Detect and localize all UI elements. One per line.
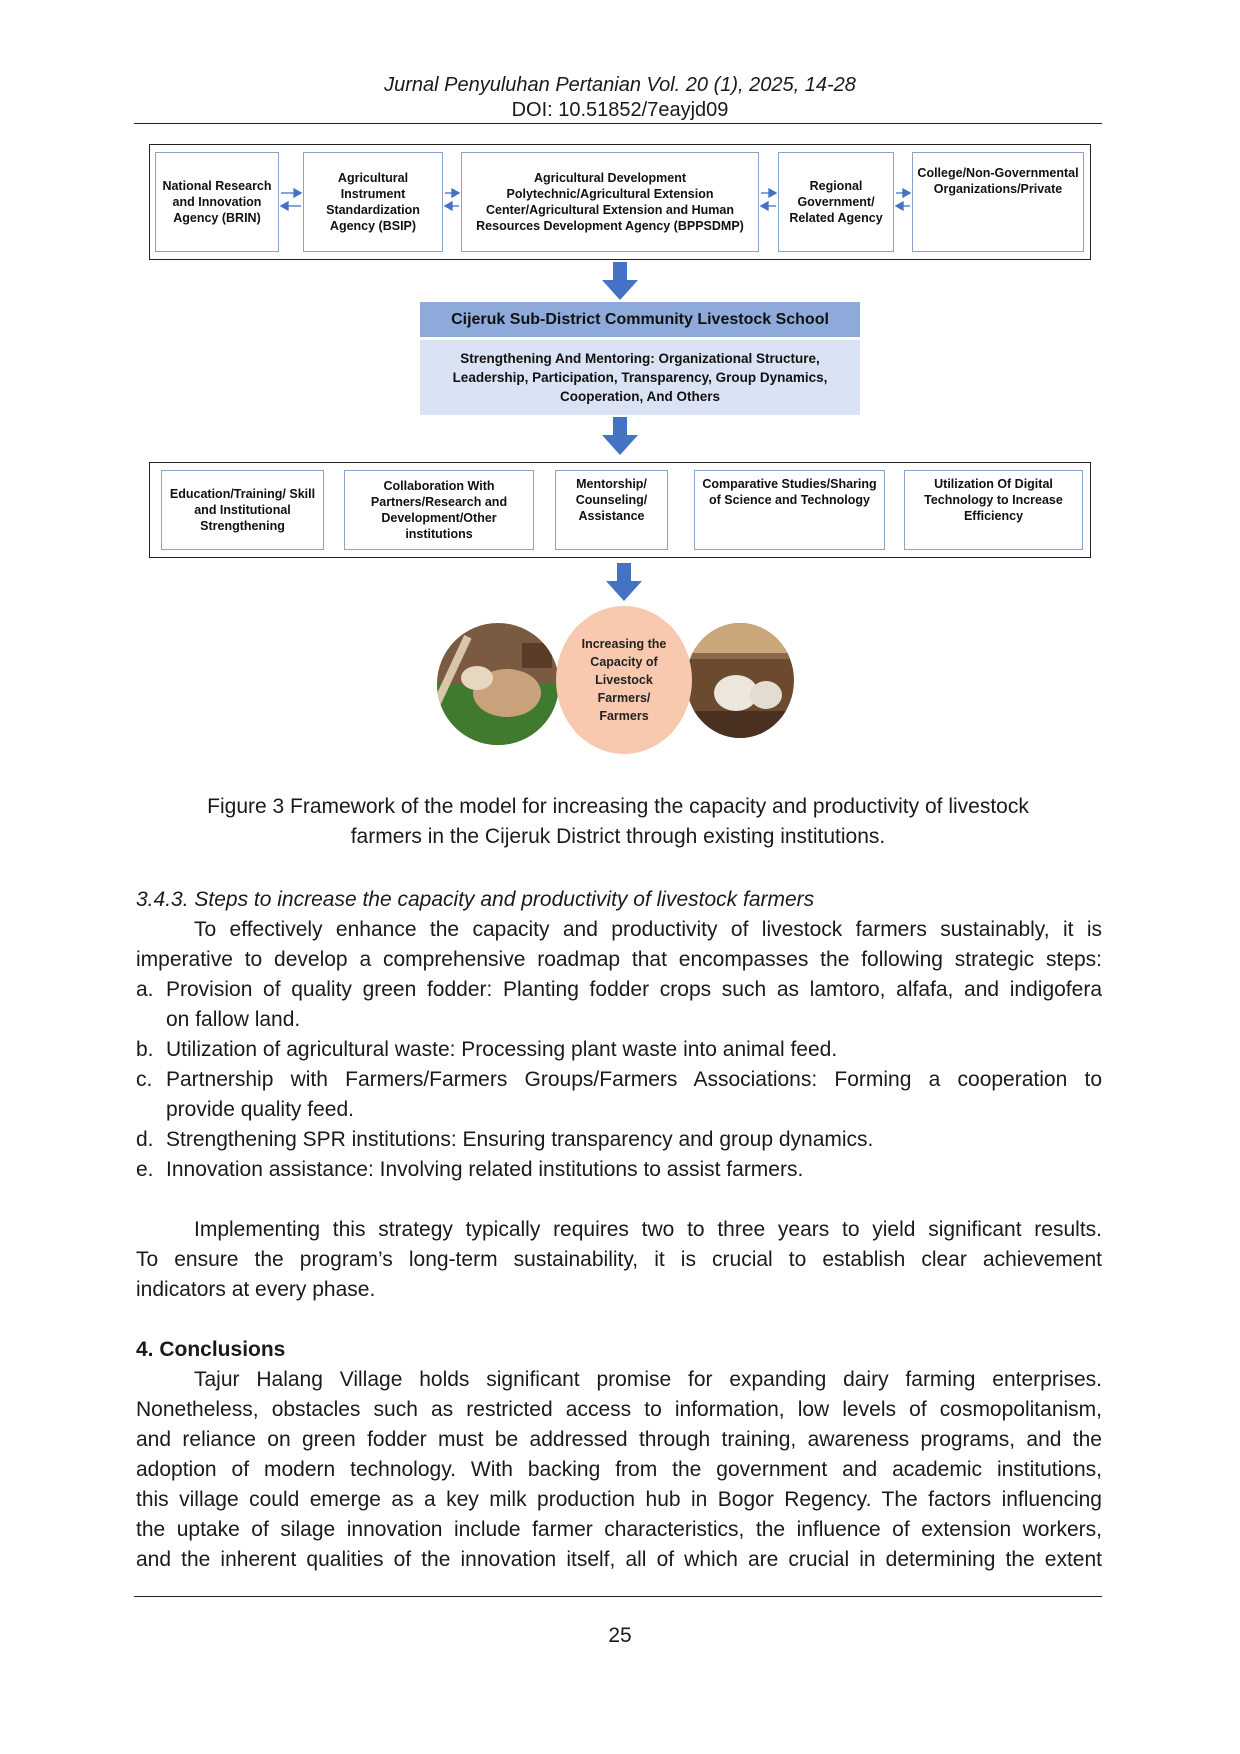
top-connector-arrows bbox=[0, 0, 1240, 300]
list-text: Utilization of agricultural waste: Processing plant waste into animal feed. bbox=[166, 1038, 838, 1061]
box-brin: National Research and Innovation Agency (BRIN) bbox=[155, 152, 279, 252]
list-label: c. bbox=[136, 1068, 153, 1091]
box-digital-technology: Utilization Of Digital Technology to Increase Efficiency bbox=[904, 470, 1083, 550]
box-bsip: Agricultural Instrument Standardization Agency (BSIP) bbox=[303, 152, 443, 252]
conclusions-line: the uptake of silage innovation include farmer characteristics, the influence of extension workers, bbox=[136, 1518, 1102, 1541]
conclusions-heading: 4. Conclusions bbox=[136, 1338, 286, 1361]
footer-rule bbox=[134, 1596, 1102, 1597]
figure-caption-line-2: farmers in the Cijeruk District through existing institutions. bbox=[350, 825, 886, 848]
box-college-ngo: College/Non-Governmental Organizations/Private bbox=[912, 152, 1084, 252]
paragraph-2-line-2: To ensure the program’s long-term sustainability, it is crucial to establish clear achievement bbox=[136, 1248, 1102, 1271]
down-arrow-1 bbox=[600, 262, 640, 302]
conclusions-line: and reliance on green fodder must be addressed through training, awareness programs, and the bbox=[136, 1428, 1102, 1451]
conclusions-line: adoption of modern technology. With backing from the government and academic institutions, bbox=[136, 1458, 1102, 1481]
intro-line-2: imperative to develop a comprehensive roadmap that encompasses the following strategic steps: bbox=[136, 948, 1102, 971]
goat-photo bbox=[686, 623, 794, 738]
box-mentorship: Mentorship/ Counseling/ Assistance bbox=[555, 470, 668, 550]
school-subtitle: Strengthening And Mentoring: Organizational Structure, Leadership, Participation, Transparency, Group Dynamics, Cooperation, And Others bbox=[420, 340, 860, 415]
paragraph-2-line-3: indicators at every phase. bbox=[136, 1278, 376, 1301]
list-text: on fallow land. bbox=[166, 1008, 301, 1031]
conclusions-line: and the inherent qualities of the innovation itself, all of which are crucial in determining the extent bbox=[136, 1548, 1102, 1571]
list-text: Partnership with Farmers/Farmers Groups/Farmers Associations: Forming a cooperation to bbox=[166, 1068, 1102, 1091]
journal-title: Jurnal Penyuluhan Pertanian Vol. 20 (1), 2025, 14-28 bbox=[384, 74, 856, 96]
box-comparative-studies: Comparative Studies/Sharing of Science and Technology bbox=[694, 470, 885, 550]
box-bppsdmp: Agricultural Development Polytechnic/Agricultural Extension Center/Agricultural Extension and Human Resources Development Agency (BPPSDMP) bbox=[461, 152, 759, 252]
list-label: a. bbox=[136, 978, 154, 1001]
list-text: provide quality feed. bbox=[166, 1098, 354, 1121]
conclusions-line: Tajur Halang Village holds significant promise for expanding dairy farming enterprises. bbox=[194, 1368, 1102, 1391]
list-text: Strengthening SPR institutions: Ensuring transparency and group dynamics. bbox=[166, 1128, 874, 1151]
down-arrow-2 bbox=[600, 417, 640, 457]
intro-line-1: To effectively enhance the capacity and productivity of livestock farmers sustainably, it is bbox=[194, 918, 1102, 941]
conclusions-line: Nonetheless, obstacles such as restricted access to information, low levels of cosmopolitanism, bbox=[136, 1398, 1102, 1421]
list-text: Innovation assistance: Involving related institutions to assist farmers. bbox=[166, 1158, 804, 1181]
conclusions-line: this village could emerge as a key milk production hub in Bogor Regency. The factors influencing bbox=[136, 1488, 1102, 1511]
list-label: d. bbox=[136, 1128, 154, 1151]
list-text: Provision of quality green fodder: Planting fodder crops such as lamtoro, alfafa, and indigofera bbox=[166, 978, 1102, 1001]
doi: DOI: 10.51852/7eayjd09 bbox=[511, 99, 729, 121]
down-arrow-3 bbox=[604, 563, 644, 603]
list-label: b. bbox=[136, 1038, 154, 1061]
figure-caption-line-1: Figure 3 Framework of the model for increasing the capacity and productivity of livestock bbox=[207, 795, 1029, 818]
outcome-circle bbox=[556, 606, 692, 754]
page-number: 25 bbox=[608, 1624, 632, 1647]
paragraph-2-line-1: Implementing this strategy typically requires two to three years to yield significant results. bbox=[194, 1218, 1102, 1241]
box-collaboration: Collaboration With Partners/Research and Development/Other institutions bbox=[344, 470, 534, 550]
cattle-photo bbox=[437, 623, 559, 745]
section-heading-3-4-3: 3.4.3. Steps to increase the capacity and productivity of livestock farmers bbox=[136, 888, 815, 911]
box-education-training: Education/Training/ Skill and Institutional Strengthening bbox=[161, 470, 324, 550]
outcome-label: Increasing the Capacity of Livestock Farmers/ Farmers bbox=[581, 637, 667, 723]
box-regional-government: Regional Government/ Related Agency bbox=[778, 152, 894, 252]
school-title: Cijeruk Sub-District Community Livestock School bbox=[420, 302, 860, 337]
list-label: e. bbox=[136, 1158, 154, 1181]
